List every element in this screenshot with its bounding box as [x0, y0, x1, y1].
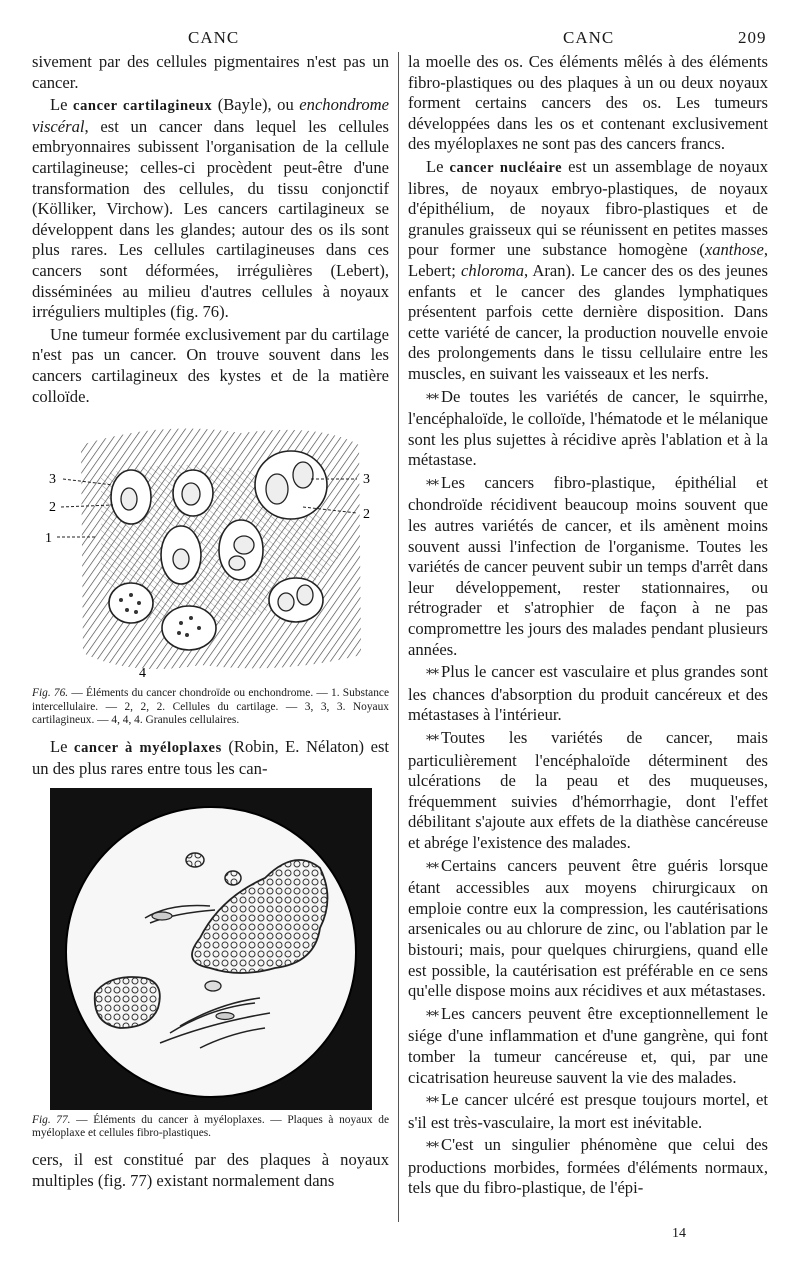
printer-signature: 14	[672, 1226, 686, 1241]
asterism-icon: ⁎⁎	[426, 1004, 438, 1020]
paragraph: ⁎⁎ Les cancers fibro-plastique, épithélial et chondroïde récidivent beaucoup moins souvent que les autres variétés de cancer, et ils amènent moins souvent aussi l'infection de l'organisme. Toutes les variétés de cancer peuvent subir un temps d'arrêt dans leur développement, rester stationnaires, ou rétrograder et s'atrophier de façon à ne pas compromettre les jours des malades pendant plusieurs années.	[408, 472, 768, 659]
paragraph: ⁎⁎ Plus le cancer est vasculaire et plus grandes sont les chances d'absorption du produit cancéreux et des métastases à l'intérieur.	[408, 662, 768, 725]
term-cancer-myeloplaxes: cancer à myéloplaxes	[74, 740, 222, 757]
figure-77	[32, 788, 389, 1141]
paragraph: sivement par des cellules pigmentaires n'est pas un cancer.	[32, 52, 389, 92]
fig76-caption: Fig. 76. — Éléments du cancer chondroïde ou enchondrome. — 1. Substance intercellulaire. — 2, 2, 2. Cellules du cartilage. — 3, 3, 3. Noyaux cartilagineux. — 4, 4, 4. Granules cellulaires.	[32, 687, 389, 726]
left-column	[32, 52, 389, 1194]
fig76-label-4: 4	[138, 666, 146, 682]
header-right-title: CANC	[563, 28, 615, 47]
column-divider	[398, 52, 399, 1222]
fig76-label-2-left: 2	[48, 500, 56, 516]
asterism-icon: ⁎⁎	[426, 1091, 438, 1107]
fig77-illustration	[50, 788, 372, 1110]
asterism-icon: ⁎⁎	[426, 473, 438, 489]
fig76-label-1-left: 1	[44, 531, 52, 547]
paragraph: ⁎⁎ De toutes les variétés de cancer, le squirrhe, l'encéphaloïde, le colloïde, l'hématode et le mélanique sont les plus sujettes à récidive après l'ablation et à la métastase.	[408, 386, 768, 470]
asterism-icon: ⁎⁎	[426, 729, 438, 744]
term-cancer-nucleaire: cancer nucléaire	[449, 159, 563, 176]
fig77-caption: Fig. 77. — Éléments du cancer à myéloplaxes. — Plaques à noyaux de myéloplaxe et cellules fibro-plastiques.	[32, 1113, 389, 1139]
paragraph-cancer-myeloplaxes: Le cancer à myéloplaxes (Robin, E. Nélaton) est un des plus rares entre tous les can-	[32, 737, 390, 778]
right-column	[408, 52, 768, 1201]
term-cancer-cartilagineux: cancer cartilagineux	[73, 98, 213, 115]
paragraph: ⁎⁎ Les cancers peuvent être exceptionnellement le siége d'une inflammation et d'une gangrène, qui font tomber la tumeur cancéreuse et, qui, par une cicatrisation heureuse sauvent la vie des malades.	[408, 1003, 768, 1087]
fig76-label-3-left: 3	[48, 472, 56, 488]
paragraph: ⁎⁎ C'est un singulier phénomène que celui des productions morbides, formées d'éléments normaux, tels que du fibro-plastique, de l'épi-	[408, 1135, 768, 1198]
paragraph: la moelle des os. Ces éléments mêlés à des éléments fibro-plastiques ou des plaques à un ou deux noyaux forment certains cancers des os. Les tumeurs développées dans les os et contenant exclusivement des myéloplaxes ne sont pas des cancers francs.	[408, 52, 768, 154]
paragraph: ⁎⁎ Toutes les variétés de cancer, mais particulièrement l'encéphaloïde déterminent des ulcérations de la peau et des muqueuses, fréquemment suivies d'hémorrhagie, dont l'effet débilitant s'ajoute aux effets de la diathèse cancéreuse et abrége l'existence des malades.	[408, 728, 768, 852]
fig76-illustration	[41, 415, 381, 683]
asterism-icon: ⁎⁎	[426, 387, 438, 403]
header-left-title: CANC	[188, 28, 240, 47]
page-number: 209	[738, 28, 767, 47]
paragraph: ⁎⁎ Certains cancers peuvent être guéris lorsque étant accessibles aux moyens chirurgicaux on emploie contre eux la compression, les cautérisations arsenicales ou au chlorure de zinc, ou l'ablation par le bistouri; mais, pour quelques chirurgiens, quand elle est possible, la cautérisation est préférable en ce sens qu'elle dispose moins aux récidives et aux métastases.	[408, 855, 768, 1001]
paragraph: ⁎⁎ Le cancer ulcéré est presque toujours mortel, et s'il est très-vasculaire, la mort est inévitable.	[408, 1090, 768, 1132]
fig76-label-2-right: 2	[362, 507, 370, 523]
paragraph: Une tumeur formée exclusivement par du cartilage n'est pas un cancer. On trouve souvent dans les cancers cartilagineux des kystes et de la matière colloïde.	[32, 324, 389, 406]
paragraph-cancer-nucleaire: Le cancer nucléaire est un assemblage de noyaux libres, de noyaux embryo-plastiques, de noyaux d'épithélium, de noyaux fibro-plastiques et de granules graisseux qui se réunissent en petites masses pour former une substance homogène (xanthose, Lebert; chloroma, Aran). Le cancer des os des jeunes enfants et le cancer des glandes lymphatiques présentent parfois cette dernière disposition. Dans cette variété de cancer, la production nouvelle envoie des prolongements dans le tissu cellulaire entre les muscles, en suivant les vaisseaux et les nerfs.	[408, 156, 769, 383]
paragraph-cancer-cartilagineux: Le cancer cartilagineux (Bayle), ou enchondrome viscéral, est un cancer dans lequel les cellules embryonnaires subissent l'organisation de la cellule cartilagineuse; celles-ci procèdent peut-être d'une transformation des cellules, du tissu conjonctif (Kölliker, Virchow). Les cancers cartilagineux se développent dans les glandes; autour des os ils sont plus rares. Les cellules cartilagineuses dans ces cancers sont déformées, irrégulières (Lebert), disséminées au milieu d'autres cellules à noyaux irréguliers multiples (fig. 76).	[32, 95, 389, 322]
figure-76	[32, 415, 389, 727]
asterism-icon: ⁎⁎	[426, 856, 438, 872]
paragraph: cers, il est constitué par des plaques à noyaux multiples (fig. 77) existant normalement dans	[32, 1150, 389, 1190]
asterism-icon: ⁎⁎	[426, 663, 438, 679]
asterism-icon: ⁎⁎	[426, 1136, 438, 1152]
fig76-label-3-right: 3	[362, 472, 370, 488]
